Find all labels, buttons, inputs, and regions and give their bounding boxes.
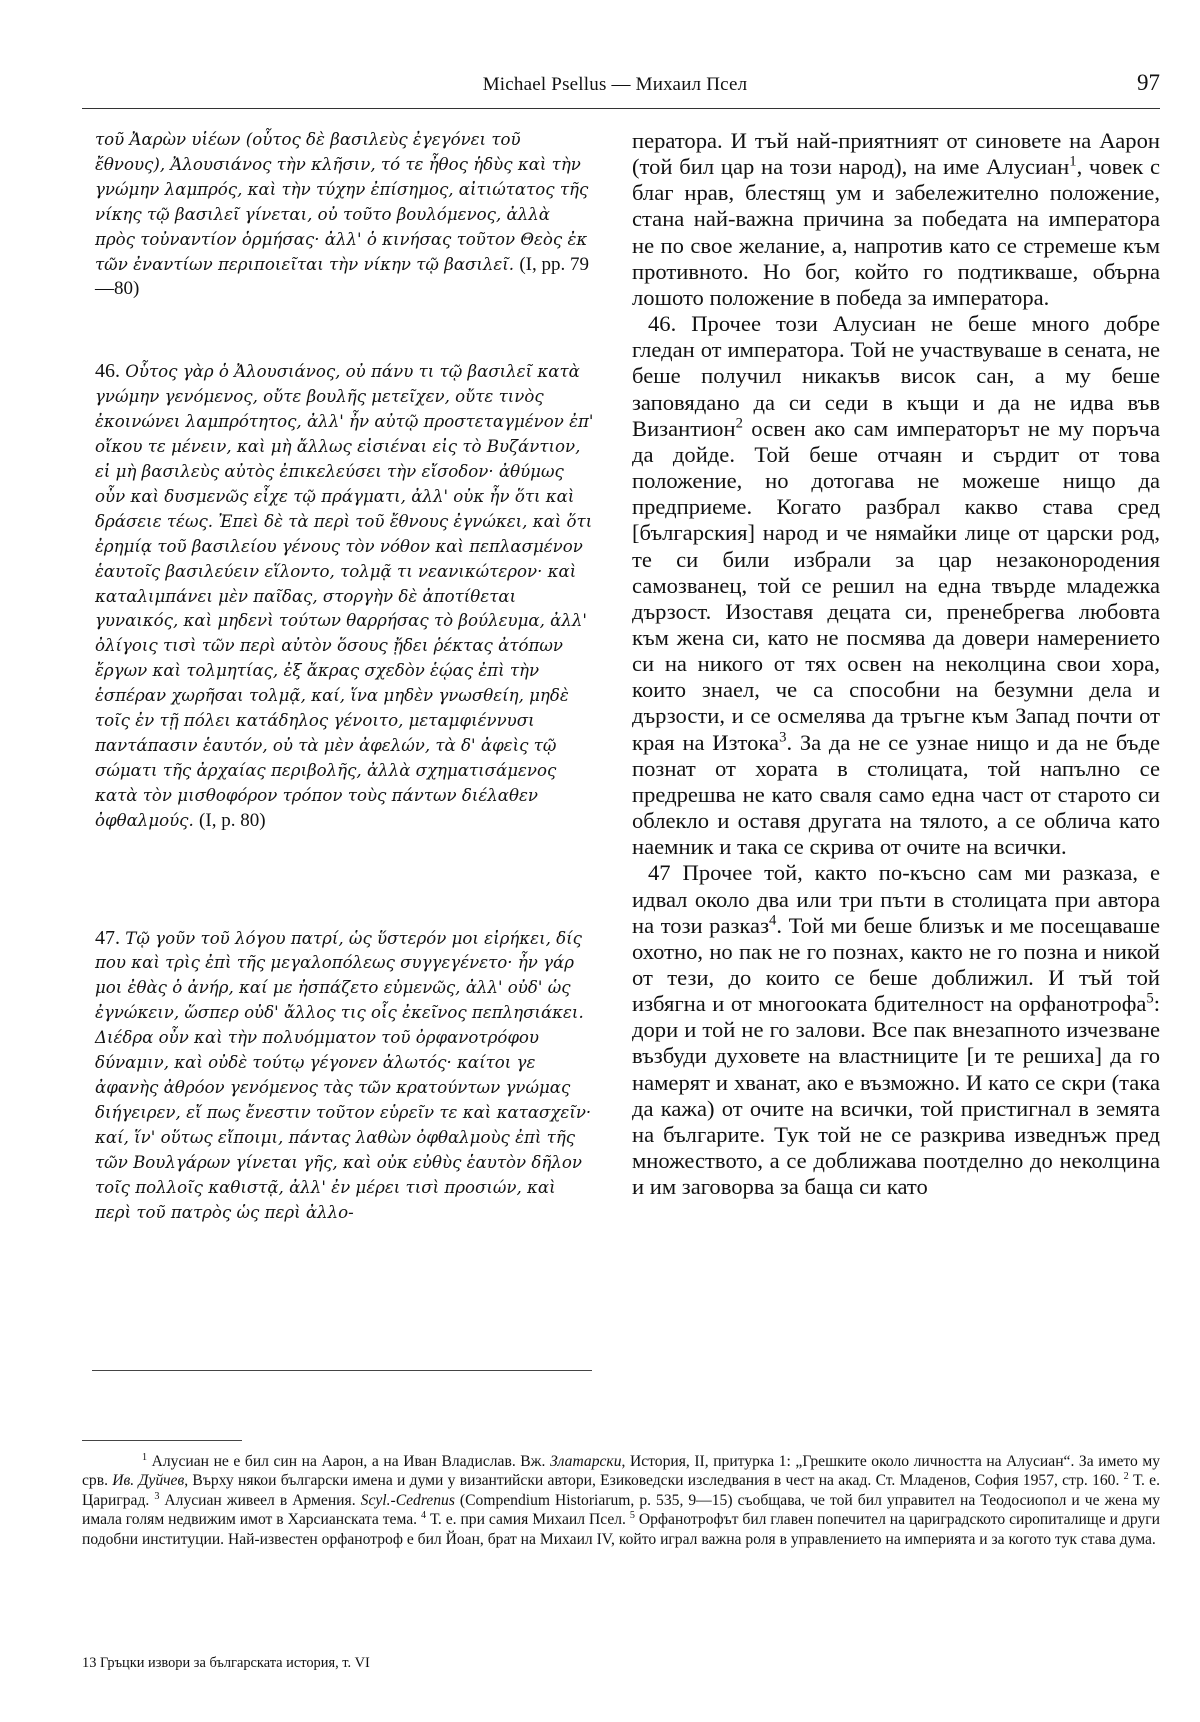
footnote-3-text-b: (Compendium Historiarum, p. 535, 9—15) съобщава, че той бил управител на Теодосиопол и че жена му имала голям недвижим имот в Харсианската тема.: [82, 1491, 1161, 1529]
bulgarian-text-45a: ператора. И тъй най-приятният от синовете на Аарон (той бил цар на този народ), на име Алусиан: [632, 128, 1160, 180]
greek-paragraph-46: [95, 359, 595, 833]
footnotes: [82, 1452, 1160, 1549]
greek-paragraph-45: [95, 128, 595, 302]
bulgarian-text-46b: освен ако сам императорът не му поръча да дойде. Той беше отчаян и сърдит от това положение, но дотогава не можеше нищо да предприеме. Когато разбрал какво става сред [българския] народ и че нямайки лице от царски род, те си били избрали за цар незаконородения самозванец, той се решил на една твърде младежка дързост. Изоставя децата си, пренебрегва любовта към жена си, като не посмява да довери намерението си на никого от тях освен на неколцина свои хора, които знаел, че са способни на безумни дела и дързости, и се осмелява да тръгне към Запад почти от края на Изтока: [632, 415, 1160, 755]
greek-reference-45: (I, pp. 79—80): [95, 253, 590, 300]
footnote-rule: [82, 1440, 242, 1441]
footnote-ref-3: 3: [779, 729, 787, 746]
footnote-mark-3: 3: [154, 1490, 160, 1502]
greek-number-47: 47.: [95, 926, 120, 949]
footnote-2-text: Т. е. Цариград.: [82, 1472, 1160, 1509]
greek-reference-46: (I, p. 80): [199, 809, 266, 831]
footnote-ref-2: 2: [735, 415, 743, 432]
bulgarian-text-47a: 47 Прочее той, както по-късно сам ми разказа, е идвал около два или три пъти в столицата при автора на този разказ: [632, 860, 1160, 938]
footnote-1-author-1: Златарски: [549, 1453, 622, 1470]
bulgarian-text-46c: . За да не се узнае нищо и да не бъде познат от хората в столицата, той напълно се предрешва не като сваля само една част от старото си облекло и оставя другата на тялото, а се облича като наемник и така се скрива от очите на всички.: [632, 729, 1161, 860]
bulgarian-paragraph-46: [632, 311, 1160, 860]
header-rule: [82, 108, 1160, 109]
printer-signature: 13 Гръцки извори за българската история, т. VI: [82, 1655, 370, 1671]
footnote-1-author-2: Ив. Дуйчев: [112, 1472, 185, 1490]
bulgarian-text-45b: , човек с благ нрав, блестящ ум и забележително положение, стана най-важна причина за победата на императора не по свое желание, а, напротив като се стремеше към противното. Но бог, който го подтикваше, обърна лошото положение в победа за императора.: [632, 154, 1160, 310]
footnote-4-text: Т. е. при самия Михаил Псел.: [426, 1511, 630, 1529]
greek-text-46: Οὗτος γὰρ ὁ Ἀλουσιάνος, οὐ πάνυ τι τῷ βασιλεῖ κατὰ γνώμην γενόμενος, οὔτε βουλῆς μετεῖχεν, οὔτε τινὸς ἐκοινώνει λαμπρότητος, ἀλλ' ἦν αὐτῷ προστεταγμένον ἐπ' οἴκου τε μένειν, καὶ μὴ ἄλλως εἰσιέναι εἰς τὸ Βυζάντιον, εἰ μὴ βασιλεὺς αὐτὸς ἐπικελεύσει τὴν εἴσοδον· ἀθύμως οὖν καὶ δυσμενῶς εἶχε τῷ πράγματι, ἀλλ' οὐκ ἦν ὅτι καὶ δράσειε τέως. Ἐπεὶ δὲ τὰ περὶ τοῦ ἔθνους ἐγνώκει, καὶ ὅτι ἐρημίᾳ τοῦ βασιλείου γένους τὸν νόθον καὶ πεπλασμένον ἑαυτοῖς βασιλεύειν εἵλοντο, τολμᾷ τι νεανικώτερον· καὶ καταλιμπάνει μὲν παῖδας, στοργὴν δὲ ἀποτίθεται γυναικός, καὶ μηδενὶ τούτων θαρρήσας τὸ βούλευμα, ἀλλ' ὀλίγοις τισὶ τῶν περὶ αὐτὸν ὅσους ᾔδει ῥέκτας ἀτόπων ἔργων καὶ τολμητίας, ἐξ ἄκρας σχεδὸν ἑῴας ἐπὶ τὴν ἑσπέραν χωρῆσαι τολμᾷ, καί, ἵνα μηδὲν γνωσθείη, μηδὲ τοῖς ἐν τῇ πόλει κατάδηλος γένοιτο, μεταμφιέννυσι παντάπασιν ἑαυτόν, οὐ τὰ μὲν ἀφελών, τὰ δ' ἀφεὶς τῷ σώματι τῆς ἀρχαίας περιβολῆς, ἀλλὰ σχηματισάμενος κατὰ τὸν μισθοφόρον τρόπον τοὺς πάντων διέλαθεν ὀφθαλμούς.: [95, 362, 594, 830]
bulgarian-paragraph-47: [632, 860, 1160, 1200]
greek-text-47: Τῷ γοῦν τοῦ λόγου πατρί, ὡς ὕστερόν μοι εἰρήκει, δίς που καὶ τρὶς ἐπὶ τῆς μεγαλοπόλεως συγγεγένετο· ἦν γάρ μοι ἐθὰς ὁ ἀνήρ, καί με ἠσπάζετο εὐμενῶς, ἀλλ' οὐδ' ὡς ἐγνώκειν, ὥσπερ οὐδ' ἄλλος τις οἷς ἐκεῖνος πεπλησιάκει. Διέδρα οὖν καὶ τὴν πολυόμματον τοῦ ὀρφανοτρόφου δύναμιν, καὶ οὐδὲ τούτῳ γέγονεν ἁλωτός· καίτοι γε ἀφανὴς ἀθρόον γενόμενος τὰς τῶν κρατούντων γνώμας διήγειρεν, εἴ πως ἔνεστιν τοῦτον εὑρεῖν τε καὶ κατασχεῖν· καί, ἵν' οὕτως εἴποιμι, πάντας λαθὼν ὀφθαλμοὺς ἐπὶ τῆς τῶν Βουλγάρων γίνεται γῆς, καὶ οὐκ εὐθὺς ἑαυτὸν δῆλον τοῖς πολλοῖς καθιστᾷ, ἀλλ' ἐν μέρει τισὶ προσιών, καὶ περὶ τοῦ πατρὸς ὡς περὶ ἀλλο-: [95, 928, 592, 1222]
footnote-1-text-c: , Върху някои български имена и думи у византийски автори, Езиковедски изследвания в чест на акад. Ст. Младенов, София 1957, стр. 160.: [184, 1472, 1124, 1490]
greek-column-rule: [92, 1370, 592, 1371]
running-title: Michael Psellus — Михаил Псел: [482, 74, 748, 95]
footnote-mark-1: 1: [142, 1451, 148, 1463]
footnote-ref-4: 4: [769, 912, 777, 929]
spacer: [95, 302, 595, 359]
greek-text-45: τοῦ Ἀαρὼν υἱέων (οὗτος δὲ βασιλεὺς ἐγεγόνει τοῦ ἔθνους), Ἀλουσιάνος τὴν κλῆσιν, τό τε ἦθος ἡδὺς καὶ τὴν γνώμην λαμπρός, καὶ τὴν τύχην ἐπίσημος, αἰτιώτατος τῆς νίκης τῷ βασιλεῖ γίνεται, οὐ τοῦτο βουλόμενος, ἀλλὰ πρὸς τοὐναντίον ὁρμήσας· ἀλλ' ὁ κινήσας τοῦτον Θεὸς ἐκ τῶν ἐναντίων περιποιεῖται τὴν νίκην τῷ βασιλεῖ.: [95, 130, 589, 274]
bulgarian-column: [632, 128, 1160, 1200]
footnote-block: [82, 1452, 1160, 1549]
footnote-mark-4: 4: [420, 1510, 427, 1522]
bulgarian-paragraph-45: [632, 128, 1160, 311]
footnote-mark-5: 5: [629, 1510, 635, 1522]
footnote-ref-5: 5: [1146, 990, 1154, 1007]
footnote-mark-2: 2: [1123, 1471, 1129, 1483]
page-header: [70, 66, 1160, 106]
greek-paragraph-47: [95, 926, 595, 1226]
footnote-3-source: Scyl.-Cedrenus: [360, 1491, 455, 1509]
greek-column: [95, 128, 595, 1225]
bulgarian-text-46a: 46. Прочее този Алусиан не беше много добре гледан от императора. Той не участвуваше в сената, не беше получил никакъв висок сан, а му беше заповядано да си седи в къщи и да не идва във Византион: [632, 311, 1160, 441]
bulgarian-text-47c: : дори и той не го залови. Все пак внезапното изчезване възбуди духовете на властниците [и те решиха] да го намерят и хванат, ако е възможно. И като се скри (така да кажа) от очите на всички, той пристигнал в земята на българите. Тук той не се разкрива изведнъж пред множеството, а се доближава поотделно до неколцина и им заговорва за баща си като: [632, 991, 1160, 1200]
bulgarian-text-47b: . Той ми беше близък и ме посещаваше охотно, но пак не го познах, както не го позна и никой от тези, до които се беше доближил. И тъй той избягна и от многооката бдителност на орфанотрофа: [632, 912, 1160, 1017]
footnote-5-text: Орфанотрофът бил главен попечител на цариградското сиропиталище и други подобни институции. Най-известен орфанотроф е бил Йоан, брат на Михаил IV, който играл важна роля в управлението на империята и за когото тук става дума.: [82, 1511, 1160, 1548]
footnote-1-text-b: , История, II, притурка 1: „Грешките около личността на Алусиан“. За името му срв.: [82, 1453, 1160, 1490]
page-number: 97: [1137, 70, 1160, 95]
spacer: [95, 834, 595, 926]
footnote-3-text: Алусиан живеел в Армения.: [159, 1491, 361, 1509]
greek-number-46: 46.: [95, 360, 120, 383]
footnote-1-text: Алусиан не е бил син на Аарон, а на Иван Владислав. Вж.: [147, 1453, 550, 1470]
footnote-ref-1: 1: [1069, 153, 1077, 170]
